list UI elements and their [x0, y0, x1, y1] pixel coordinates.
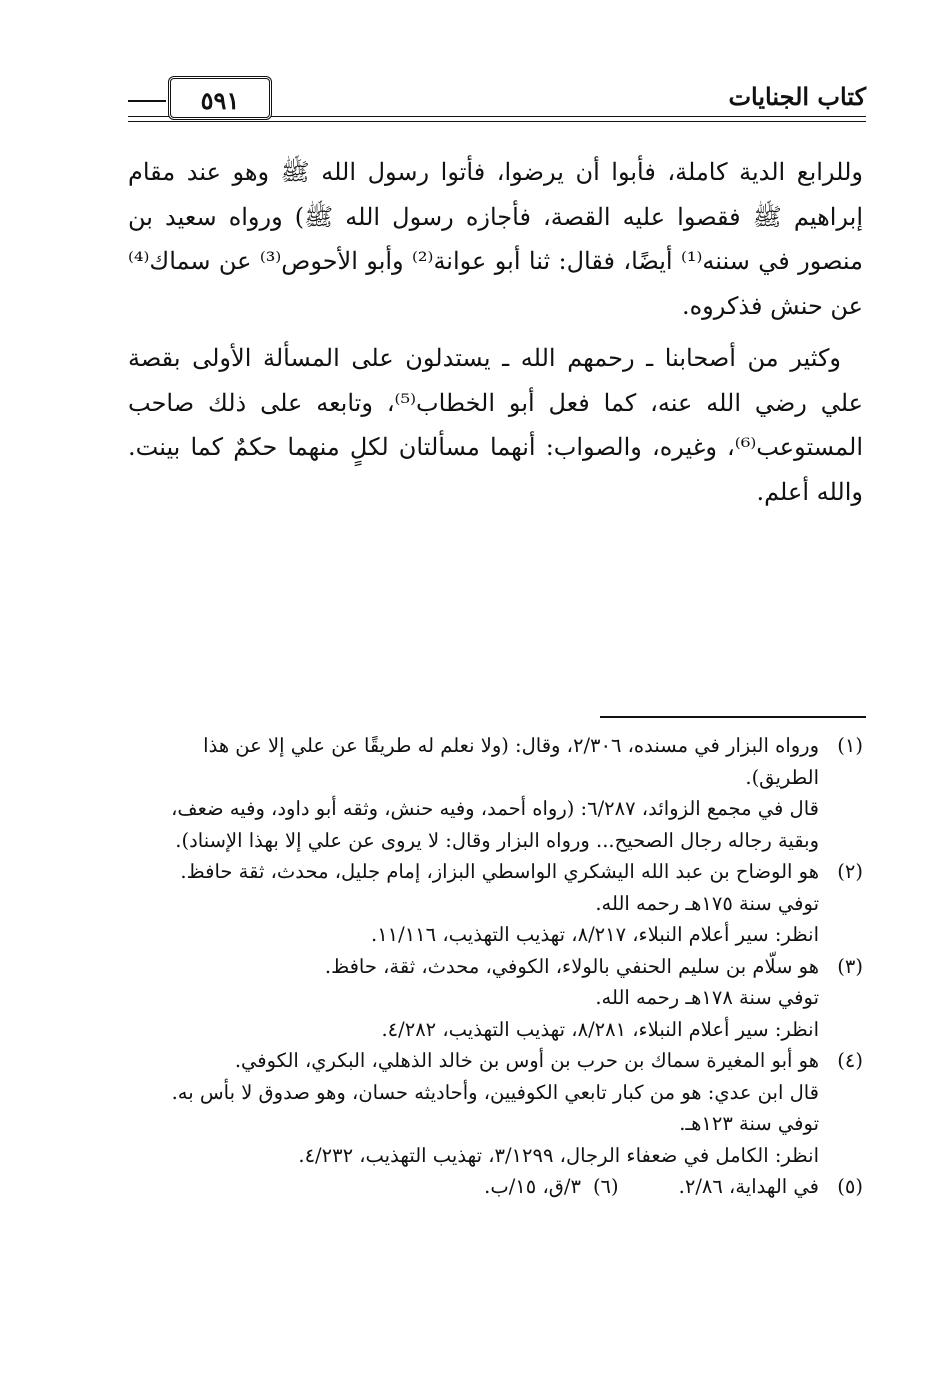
main-text: [128, 150, 863, 514]
footnote-line: توفي سنة ١٧٨هـ رحمه الله.: [595, 986, 819, 1009]
footnote-line: ورواه البزار في مسنده، ٢/٣٠٦، وقال: (ولا نعلم له طريقًا عن علي إلا عن هذا الطريق).: [203, 734, 819, 789]
header-rule-left: [128, 100, 166, 102]
paragraph: وكثير من أصحابنا ـ رحمهم الله ـ يستدلون على المسألة الأولى بقصة علي رضي الله عنه، كما فعل أبو الخطاب⁽⁵⁾، وتابعه على ذلك صاحب المستوعب⁽⁶⁾، وغيره، والصواب: أنهما مسألتان لكلٍ منهما حكمٌ كما بينت. والله أعلم.: [128, 344, 863, 506]
header-rule-double: [128, 121, 866, 122]
page-number: ٥٩١: [168, 76, 272, 120]
footnote-line: توفي سنة ١٧٥هـ رحمه الله.: [595, 891, 819, 915]
footnote-number: (٤): [837, 1049, 863, 1072]
footnote-number: (٢): [837, 860, 863, 883]
footnote-5-text: في الهداية، ٢/٨٦.: [678, 1175, 819, 1198]
footnote-2: [125, 856, 863, 951]
footnote-number: (٥): [837, 1175, 863, 1198]
footnote-line: انظر: سير أعلام النبلاء، ٨/٢٨١، تهذيب التهذيب، ٤/٢٨٢.: [381, 1017, 819, 1041]
page-header: [128, 74, 866, 130]
footnote-6-text: ٣/ق، ١٥/ب.: [484, 1175, 581, 1198]
footnote-line: توفي سنة ١٢٣هـ.: [679, 1112, 819, 1135]
footnote-3: [125, 951, 863, 1046]
footnote-5-6: [125, 1171, 863, 1203]
footnote-separator: [600, 716, 866, 718]
footnotes: [125, 730, 863, 1203]
footnote-number: (٣): [837, 954, 863, 978]
footnote-number: (٦): [592, 1175, 619, 1198]
footnote-1: [125, 730, 863, 856]
footnote-line: هو الوضاح بن عبد الله اليشكري الواسطي البزاز، إمام جليل، محدث، ثقة حافظ.: [180, 860, 819, 883]
footnote-line: قال في مجمع الزوائد، ٦/٢٨٧: (رواه أحمد، وفيه حنش، وثقه أبو داود، وفيه ضعف، وبقية رجاله رجال الصحيح... ورواه البزار وقال: لا يروى عن علي إلا بهذا الإسناد).: [171, 797, 819, 852]
footnote-4: [125, 1045, 863, 1171]
footnote-number: (١): [837, 734, 863, 757]
footnote-line: انظر: الكامل في ضعفاء الرجال، ٣/١٢٩٩، تهذيب التهذيب، ٤/٢٣٢.: [298, 1143, 819, 1167]
footnote-line: انظر: سير أعلام النبلاء، ٨/٢١٧، تهذيب التهذيب، ١١/١١٦.: [370, 923, 819, 946]
paragraph: وللرابع الدية كاملة، فأبوا أن يرضوا، فأتوا رسول الله ﷺ وهو عند مقام إبراهيم ﷺ فقصوا عليه القصة، فأجازه رسول الله ﷺ) ورواه سعيد بن منصور في سننه⁽¹⁾ أيضًا، فقال: ثنا أبو عوانة⁽²⁾ وأبو الأحوص⁽³⁾ عن سماك⁽⁴⁾ عن حنش فذكروه.: [128, 158, 864, 320]
chapter-title: كتاب الجنايات: [728, 82, 866, 111]
footnote-line: هو سلّام بن سليم الحنفي بالولاء، الكوفي، محدث، ثقة، حافظ.: [324, 954, 819, 978]
footnote-line: قال ابن عدي: هو من كبار تابعي الكوفيين، وأحاديثه حسان، وهو صدوق لا بأس به.: [171, 1080, 819, 1104]
footnote-line: هو أبو المغيرة سماك بن حرب بن أوس بن خالد الذهلي، البكري، الكوفي.: [234, 1049, 819, 1072]
